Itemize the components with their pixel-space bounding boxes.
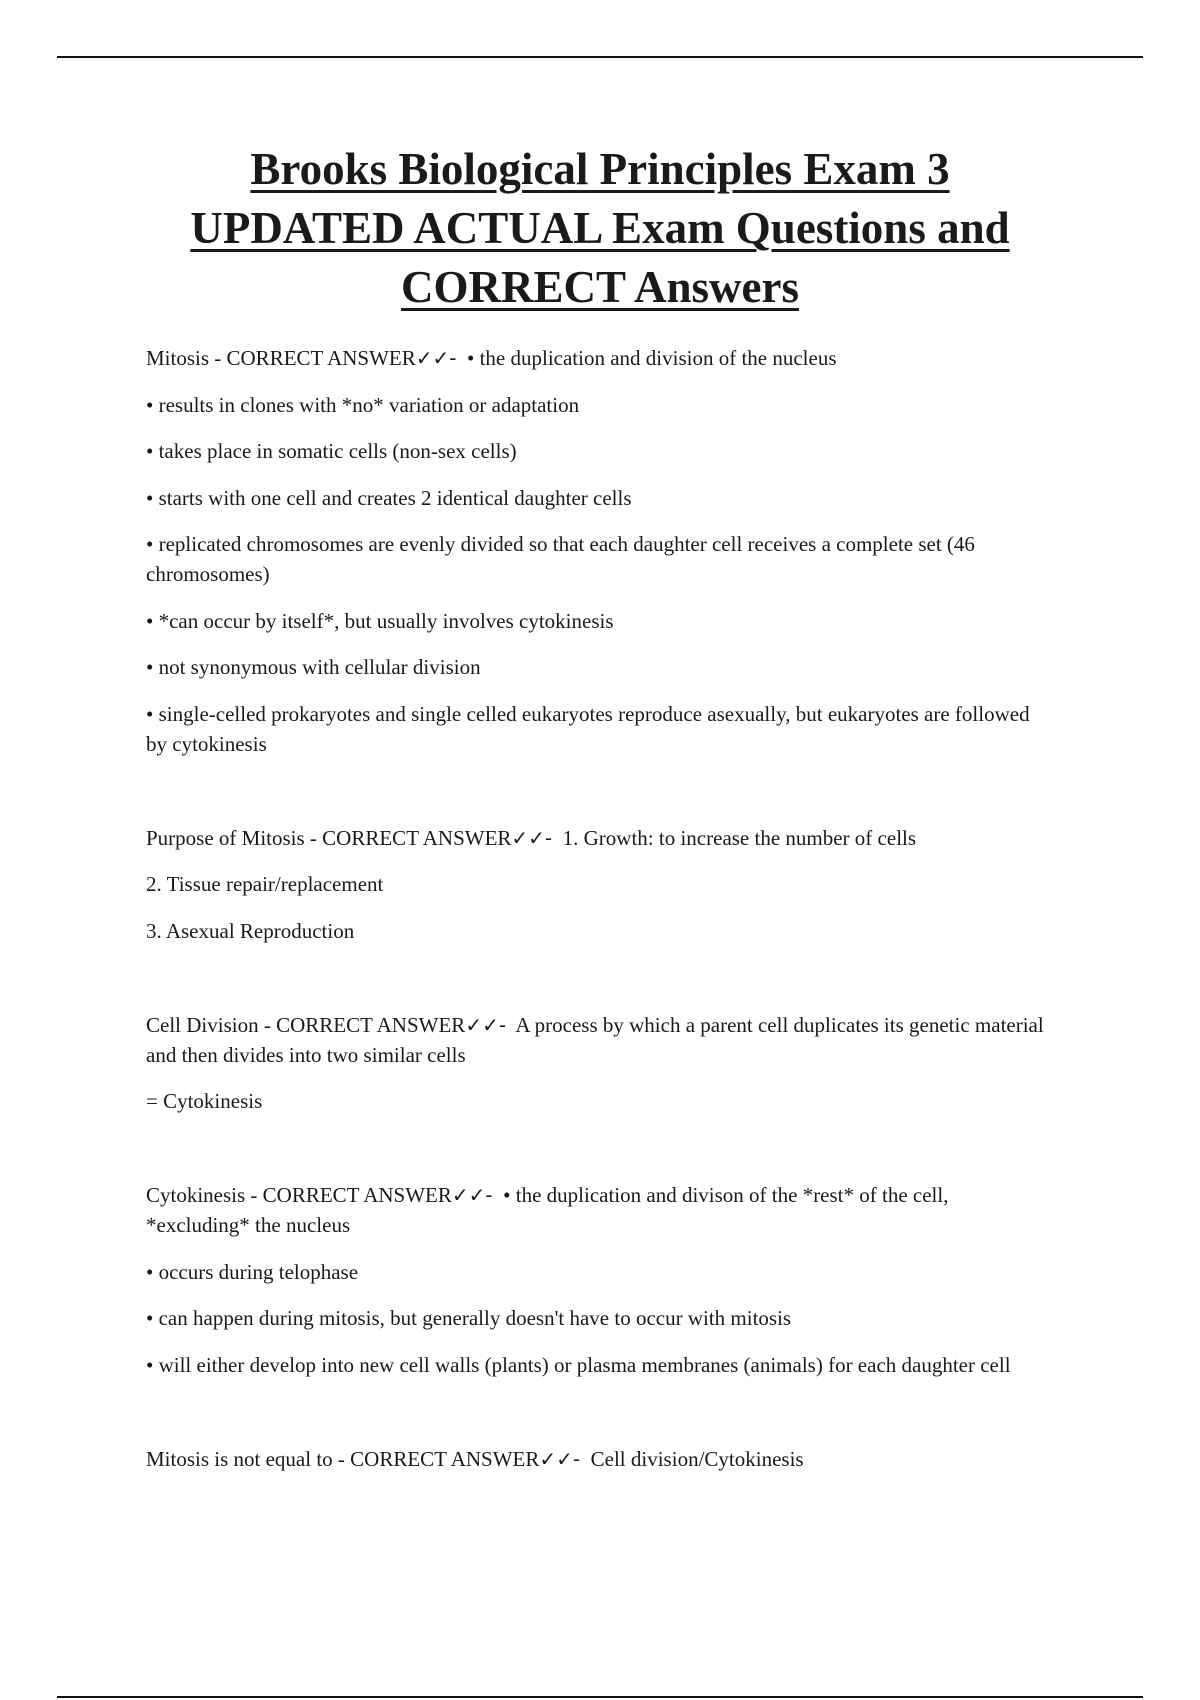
qa-item-mitosis-not-equal xyxy=(146,1444,1050,1474)
qa-term: Mitosis is not equal to - CORRECT ANSWER xyxy=(146,1446,540,1471)
qa-answer: • the duplication and divison of the *rest* of the cell, *excluding* the nucleus xyxy=(146,1183,949,1237)
qa-answer: A process by which a parent cell duplicates its genetic material and then divides into two similar cells xyxy=(146,1012,1044,1067)
qa-answer: • the duplication and division of the nucleus xyxy=(466,346,837,370)
list-item: • occurs during telophase xyxy=(146,1259,359,1284)
list-item: • *can occur by itself*, but usually involves cytokinesis xyxy=(146,608,614,633)
document-title xyxy=(60,140,1140,317)
list-item: • can happen during mitosis, but generally doesn't have to occur with mitosis xyxy=(146,1306,792,1330)
qa-item-cell-division xyxy=(146,1010,1050,1070)
list-item: = Cytokinesis xyxy=(146,1089,263,1113)
qa-term: Cytokinesis - CORRECT ANSWER xyxy=(146,1183,452,1207)
document-body xyxy=(146,343,1050,1490)
qa-answer: Cell division/Cytokinesis xyxy=(590,1446,804,1471)
list-item: • results in clones with *no* variation or adaptation xyxy=(146,392,580,417)
bottom-rule xyxy=(57,1696,1143,1698)
list-item: • replicated chromosomes are evenly divided so that each daughter cell receives a complete set (46 chromosomes) xyxy=(146,532,975,586)
list-item: • not synonymous with cellular division xyxy=(146,655,481,679)
list-item: • single-celled prokaryotes and single celled eukaryotes reproduce asexually, but eukaryotes are followed by cytokinesis xyxy=(146,701,1030,756)
title-line-2: UPDATED ACTUAL Exam Questions and xyxy=(190,203,1010,253)
list-item: • will either develop into new cell walls (plants) or plasma membranes (animals) for each daughter cell xyxy=(146,1352,1011,1377)
check-mark-icon: ✓✓- xyxy=(465,1012,507,1037)
check-mark-icon: ✓✓- xyxy=(511,825,553,850)
qa-item-purpose-of-mitosis xyxy=(146,823,1050,853)
qa-item-cytokinesis xyxy=(146,1180,1050,1240)
list-item: 2. Tissue repair/replacement xyxy=(146,872,384,896)
qa-term: Cell Division - CORRECT ANSWER xyxy=(146,1012,466,1037)
title-line-1: Brooks Biological Principles Exam 3 xyxy=(250,144,950,194)
qa-answer: 1. Growth: to increase the number of cells xyxy=(562,825,917,850)
check-mark-icon: ✓✓- xyxy=(451,1183,493,1207)
list-item: • takes place in somatic cells (non-sex cells) xyxy=(146,439,517,463)
list-item: 3. Asexual Reproduction xyxy=(146,918,355,943)
top-rule xyxy=(57,56,1143,58)
qa-term: Mitosis - CORRECT ANSWER xyxy=(146,346,416,370)
list-item: • starts with one cell and creates 2 identical daughter cells xyxy=(146,485,632,510)
qa-item-mitosis xyxy=(146,343,1050,373)
title-line-3: CORRECT Answers xyxy=(401,262,799,312)
qa-term: Purpose of Mitosis - CORRECT ANSWER xyxy=(146,825,512,850)
check-mark-icon: ✓✓- xyxy=(539,1446,581,1471)
check-mark-icon: ✓✓- xyxy=(415,346,457,370)
